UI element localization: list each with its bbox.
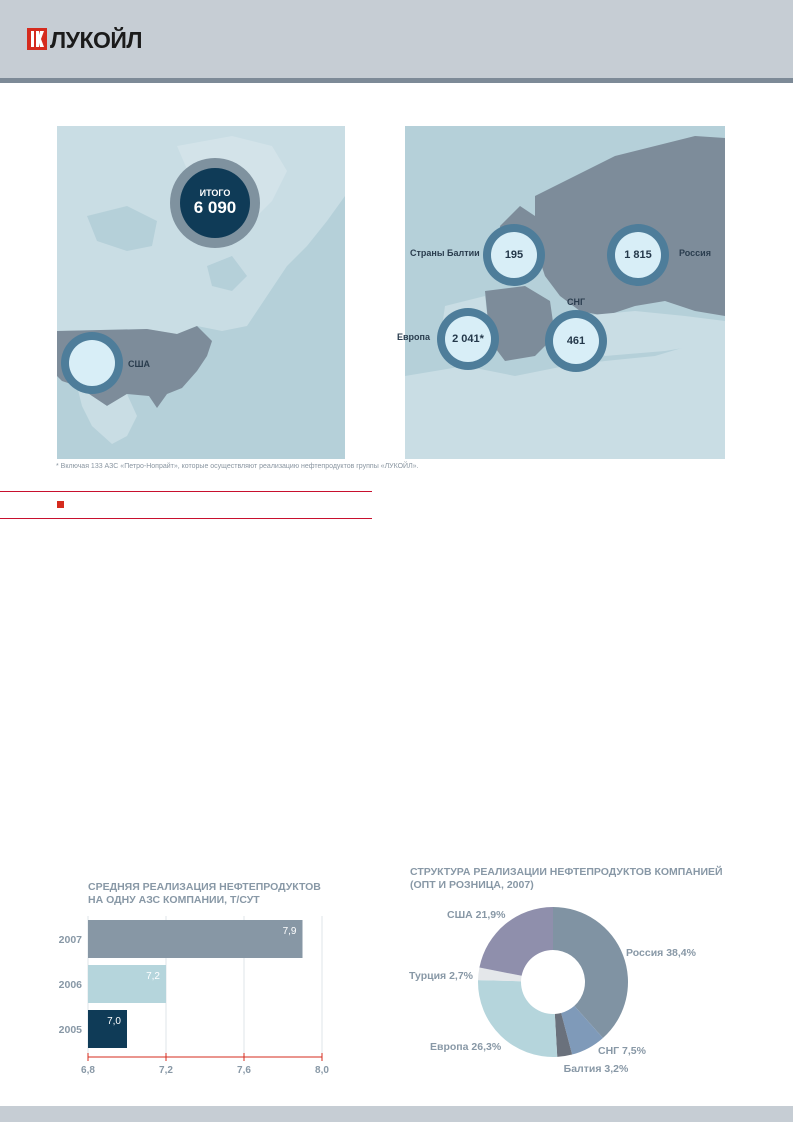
bar-value-label-2005: 7,0 [107, 1016, 121, 1027]
europe-label: Европа [397, 332, 430, 342]
slice-label-5: Турция 2,7% [409, 970, 474, 982]
page-footer [0, 1106, 793, 1122]
total-label: ИТОГО [199, 188, 231, 198]
bar-2007 [88, 920, 303, 958]
donut-chart-title-line1: СТРУКТУРА РЕАЛИЗАЦИИ НЕФТЕПРОДУКТОВ КОМПАНИЕЙ [410, 866, 723, 878]
baltics-bubble [483, 224, 545, 286]
cis-value: 461 [553, 318, 599, 364]
slice-label-2: СНГ 7,5% [598, 1045, 646, 1057]
baltics-value: 195 [491, 232, 537, 278]
total-bubble [170, 158, 260, 248]
category-label-2007: 2007 [58, 934, 82, 946]
header-rule [0, 78, 793, 83]
map-footnote: * Включая 133 АЗС «Петро-Нопрайт», которые осуществляют реализацию нефтепродуктов группы «ЛУКОЙЛ». [56, 463, 419, 470]
russia-value: 1 815 [615, 232, 661, 278]
bar-chart [50, 912, 350, 1082]
section-rule-top [0, 491, 372, 492]
donut-chart-title-line2: (ОПТ И РОЗНИЦА, 2007) [410, 879, 534, 891]
section-rule-bottom [0, 518, 372, 519]
x-tick-label: 8,0 [315, 1065, 329, 1076]
bar-value-label-2007: 7,9 [282, 926, 297, 937]
usa-value [69, 340, 115, 386]
x-tick-label: 7,2 [159, 1065, 173, 1076]
lukoil-logo-icon [27, 28, 47, 50]
russia-bubble [607, 224, 669, 286]
donut-chart [400, 898, 730, 1083]
bar-chart-title-line2: НА ОДНУ АЗС КОМПАНИИ, Т/СУТ [88, 894, 260, 906]
bar-chart-title [88, 881, 321, 907]
donut-chart-title [410, 866, 723, 892]
baltics-label: Страны Балтии [410, 248, 480, 258]
bar-chart-title-line1: СРЕДНЯЯ РЕАЛИЗАЦИЯ НЕФТЕПРОДУКТОВ [88, 881, 321, 893]
russia-label: Россия [679, 248, 711, 258]
category-label-2005: 2005 [58, 1024, 82, 1036]
x-tick-label: 6,8 [81, 1065, 95, 1076]
cis-bubble [545, 310, 607, 372]
eurasia-map [405, 126, 725, 459]
europe-bubble [437, 308, 499, 370]
slice-label-4: Европа 26,3% [430, 1041, 502, 1053]
category-label-2006: 2006 [58, 979, 82, 991]
slice-label-3: Балтия 3,2% [563, 1063, 629, 1075]
usa-label: США [128, 359, 151, 369]
logo-text: ЛУКОЙЛ [50, 27, 143, 53]
x-tick-label: 7,6 [237, 1065, 251, 1076]
slice-label-1: Россия 38,4% [626, 947, 696, 959]
cis-label: СНГ [567, 297, 586, 307]
north-america-map [57, 126, 345, 459]
usa-bubble [61, 332, 123, 394]
europe-value: 2 041* [445, 316, 491, 362]
total-value: 6 090 [193, 198, 237, 217]
slice-label-6: США 21,9% [447, 909, 506, 921]
bar-value-label-2006: 7,2 [146, 971, 160, 982]
section-marker-icon [57, 501, 64, 508]
